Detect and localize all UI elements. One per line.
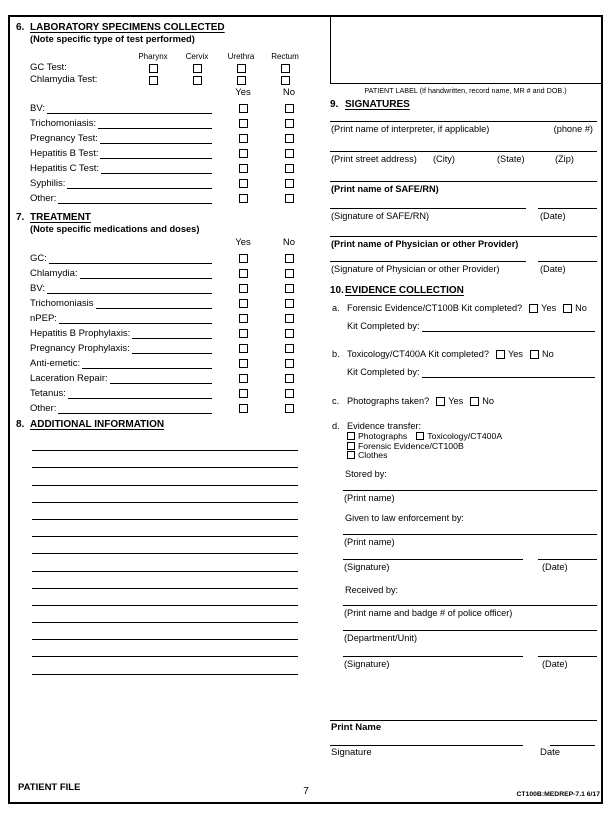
notes-line[interactable]: [32, 520, 298, 537]
write-in-line[interactable]: [132, 338, 212, 339]
provider-print-name-label: (Print name of Physician or other Provider): [331, 239, 519, 249]
section9-title: SIGNATURES: [345, 99, 410, 110]
form-row: [16, 175, 312, 190]
checkbox-cell: [175, 64, 219, 73]
s6-test-rows: [16, 100, 312, 205]
closing-date-line[interactable]: [550, 745, 595, 746]
checkbox-no[interactable]: [285, 389, 294, 398]
form-row: [16, 250, 312, 265]
checkbox-no[interactable]: [285, 119, 294, 128]
kit-completed-by-label: Kit Completed by:: [347, 321, 420, 332]
checkbox-yes[interactable]: [529, 304, 538, 313]
form-row: [16, 280, 312, 295]
checkbox-clothes[interactable]: [347, 451, 355, 459]
interpreter-name-line[interactable]: [330, 121, 597, 122]
section6-subtitle: (Note specific type of test performed): [30, 34, 195, 44]
specimen-site-row: [16, 63, 312, 75]
evidence-transfer-option: [347, 450, 387, 460]
notes-line[interactable]: [32, 623, 298, 640]
yes-checkbox-cell: [220, 374, 266, 383]
no-checkbox-cell: [266, 314, 312, 323]
section8-header: [16, 419, 312, 431]
checkbox-pharynx[interactable]: [149, 76, 158, 85]
stored-by-print-name-line[interactable]: [343, 490, 597, 491]
no-label: No: [482, 396, 494, 406]
no-checkbox-cell: [266, 329, 312, 338]
row-label: Trichomoniasis:: [30, 118, 97, 130]
no-column-header: No: [282, 237, 296, 248]
row-label: GC:: [30, 253, 47, 265]
write-in-line[interactable]: [110, 383, 212, 384]
no-checkbox-cell: [266, 299, 312, 308]
form-row: [16, 310, 312, 325]
yes-label: Yes: [507, 349, 523, 359]
checkbox-yes[interactable]: [496, 350, 505, 359]
section8-number: 8.: [16, 419, 25, 430]
row-label: Syphilis:: [30, 178, 66, 190]
checkbox-yes[interactable]: [239, 389, 248, 398]
yes-checkbox-cell: [220, 329, 266, 338]
row-label: Laceration Repair:: [30, 373, 108, 385]
checkbox-forensic-evidence-ct100b[interactable]: [347, 442, 355, 450]
safe-date-label: (Date): [540, 211, 566, 221]
received-date-line[interactable]: [538, 656, 597, 657]
item-a-kit-completed-row: [347, 320, 595, 332]
right-column: [330, 0, 597, 818]
yes-checkbox-cell: [220, 344, 266, 353]
no-label: No: [541, 349, 554, 359]
yn-header-spacer: [16, 88, 220, 100]
item-a-letter: a.: [332, 303, 340, 313]
section6-header: [16, 22, 312, 34]
write-in-line[interactable]: [101, 173, 212, 174]
yes-checkbox-cell: [220, 284, 266, 293]
checkbox-photographs[interactable]: [347, 432, 355, 440]
checkbox-no[interactable]: [470, 397, 479, 406]
checkbox-no[interactable]: [285, 284, 294, 293]
s7-treatment-rows: [16, 250, 312, 415]
option-label: Photographs: [358, 430, 408, 441]
form-row: [16, 100, 312, 115]
section7-header: [16, 212, 312, 224]
given-print-name-line[interactable]: [343, 534, 597, 535]
yes-checkbox-cell: [220, 254, 266, 263]
no-checkbox-cell: [266, 194, 312, 203]
item-b-yes-group: [496, 349, 523, 360]
state-label: (State): [497, 154, 525, 164]
s7-yes-no-header: [16, 238, 312, 250]
checkbox-no[interactable]: [285, 329, 294, 338]
write-in-line[interactable]: [80, 278, 212, 279]
item-c-question: Photographs taken?: [347, 396, 430, 406]
item-c-letter: c.: [332, 396, 340, 406]
row-label: Tetanus:: [30, 388, 66, 400]
interpreter-label: (Print name of interpreter, if applicable): [331, 124, 490, 134]
notes-line[interactable]: [32, 657, 298, 674]
write-in-line[interactable]: [100, 143, 212, 144]
no-checkbox-cell: [266, 374, 312, 383]
checkbox-cell: [263, 76, 307, 85]
yes-checkbox-cell: [220, 314, 266, 323]
no-checkbox-cell: [266, 269, 312, 278]
yn-header-spacer: [16, 238, 220, 250]
write-in-line[interactable]: [47, 113, 212, 114]
closing-signature-line[interactable]: [330, 745, 523, 746]
item-b-no-group: [530, 349, 554, 360]
item-b-kit-completed-row: [347, 366, 595, 378]
provider-signature-line[interactable]: [330, 261, 526, 262]
row-label: Hepatitis C Test:: [30, 163, 99, 175]
provider-print-name-line[interactable]: [330, 236, 597, 237]
row-label: Chlamydia Test:: [30, 73, 98, 85]
form-row: [16, 265, 312, 280]
closing-print-name-label: Print Name: [331, 722, 382, 733]
row-label: Hepatitis B Test:: [30, 148, 99, 160]
section7-subtitle: (Note specific medications and doses): [30, 224, 200, 234]
row-label: Anti-emetic:: [30, 358, 81, 370]
checkbox-no[interactable]: [285, 104, 294, 113]
write-in-line[interactable]: [68, 398, 212, 399]
write-in-line[interactable]: [98, 128, 212, 129]
form-row: [16, 295, 312, 310]
footer-page-number: 7: [303, 786, 309, 797]
checkbox-yes[interactable]: [239, 404, 248, 413]
yes-checkbox-cell: [220, 119, 266, 128]
checkbox-yes[interactable]: [239, 134, 248, 143]
write-in-line[interactable]: [96, 308, 212, 309]
print-name-label: (Print name): [344, 493, 395, 503]
checkbox-cell: [219, 64, 263, 73]
checkbox-cell: [131, 76, 175, 85]
yes-label: Yes: [541, 303, 557, 313]
checkbox-yes[interactable]: [239, 179, 248, 188]
row-label: BV:: [30, 283, 45, 295]
checkbox-yes[interactable]: [239, 164, 248, 173]
footer-patient-file: PATIENT FILE: [18, 782, 81, 793]
checkbox-urethra[interactable]: [237, 76, 246, 85]
signature-label: (Signature): [344, 659, 390, 669]
no-checkbox-cell: [266, 359, 312, 368]
row-label: nPEP:: [30, 313, 57, 325]
no-checkbox-cell: [266, 284, 312, 293]
item-a-question: Forensic Evidence/CT100B Kit completed?: [347, 303, 523, 313]
form-row: [16, 400, 312, 415]
stored-by-label: Stored by:: [345, 469, 387, 479]
section7-title: TREATMENT: [30, 212, 91, 223]
no-checkbox-cell: [266, 344, 312, 353]
checkbox-no[interactable]: [285, 194, 294, 203]
form-row: [16, 340, 312, 355]
row-label: Pregnancy Prophylaxis:: [30, 343, 130, 355]
notes-line[interactable]: [32, 468, 298, 485]
evidence-transfer-option: [416, 431, 502, 441]
given-to-law-enforcement-label: Given to law enforcement by:: [345, 513, 464, 523]
no-checkbox-cell: [266, 179, 312, 188]
yes-label: Yes: [448, 396, 464, 406]
given-date-line[interactable]: [538, 559, 597, 560]
row-label: Trichomoniasis: [30, 298, 94, 310]
notes-line[interactable]: [32, 572, 298, 589]
form-row: [16, 325, 312, 340]
notes-line[interactable]: [32, 554, 298, 571]
checkbox-yes[interactable]: [239, 344, 248, 353]
section10-title: EVIDENCE COLLECTION: [345, 285, 464, 296]
closing-date-label: Date: [540, 747, 561, 758]
evidence-transfer-option-row: [347, 450, 511, 460]
section-laboratory-specimens: [16, 22, 312, 205]
no-checkbox-cell: [266, 134, 312, 143]
provider-signature-label: (Signature of Physician or other Provider): [331, 264, 500, 274]
form-row: [16, 355, 312, 370]
evidence-item-a: [332, 303, 597, 314]
section6-title: LABORATORY SPECIMENS COLLECTED: [30, 22, 225, 33]
checkbox-no[interactable]: [285, 269, 294, 278]
checkbox-yes[interactable]: [239, 149, 248, 158]
specimen-site-column-header: Urethra: [227, 52, 255, 61]
safe-signature-label: (Signature of SAFE/RN): [331, 211, 430, 221]
item-c-no-group: [470, 396, 494, 407]
section-treatment: [16, 212, 312, 415]
specimen-site-column-header: Pharynx: [138, 52, 168, 61]
kit-completed-by-line[interactable]: [422, 377, 595, 378]
write-in-line[interactable]: [82, 368, 212, 369]
officer-print-name-line[interactable]: [343, 605, 597, 606]
section-additional-information: [16, 419, 312, 675]
checkbox-yes[interactable]: [239, 284, 248, 293]
yes-column-header: Yes: [235, 87, 251, 98]
form-row: [16, 370, 312, 385]
checkbox-cell: [219, 76, 263, 85]
checkbox-yes[interactable]: [239, 194, 248, 203]
checkbox-urethra[interactable]: [237, 64, 246, 73]
row-label: Pregnancy Test:: [30, 133, 98, 145]
checkbox-yes[interactable]: [239, 254, 248, 263]
given-signature-line[interactable]: [343, 559, 523, 560]
checkbox-yes[interactable]: [239, 119, 248, 128]
yes-checkbox-cell: [220, 104, 266, 113]
yes-column-header: Yes: [235, 237, 251, 248]
signature-label: (Signature): [344, 562, 390, 572]
safe-date-line[interactable]: [538, 208, 597, 209]
provider-date-line[interactable]: [538, 261, 597, 262]
row-label: BV:: [30, 103, 45, 115]
evidence-item-c: [332, 396, 597, 407]
yes-checkbox-cell: [220, 404, 266, 413]
no-checkbox-cell: [266, 119, 312, 128]
form-row: [16, 385, 312, 400]
checkbox-no[interactable]: [530, 350, 539, 359]
item-b-question: Toxicology/CT400A Kit completed?: [347, 349, 489, 359]
evidence-item-b: [332, 349, 597, 360]
yes-checkbox-cell: [220, 389, 266, 398]
print-name-label: (Print name): [344, 537, 395, 547]
kit-completed-by-line[interactable]: [422, 331, 595, 332]
notes-line[interactable]: [32, 503, 298, 520]
row-label: Other:: [30, 193, 57, 205]
safe-signature-line[interactable]: [330, 208, 526, 209]
checkbox-yes[interactable]: [239, 104, 248, 113]
write-in-line[interactable]: [58, 203, 212, 204]
option-label: Toxicology/CT400A: [427, 430, 503, 441]
no-checkbox-cell: [266, 104, 312, 113]
date-label: (Date): [542, 562, 568, 572]
item-d-label: Evidence transfer:: [347, 421, 422, 431]
street-address-label: (Print street address): [331, 154, 417, 164]
yes-checkbox-cell: [220, 164, 266, 173]
additional-information-lines: [16, 434, 312, 675]
row-label: Other:: [30, 403, 57, 415]
checkbox-yes[interactable]: [436, 397, 445, 406]
zip-label: (Zip): [555, 154, 574, 164]
notes-line[interactable]: [32, 606, 298, 623]
section8-title: ADDITIONAL INFORMATION: [30, 419, 165, 430]
checkbox-yes[interactable]: [239, 374, 248, 383]
notes-line[interactable]: [32, 451, 298, 468]
received-by-label: Received by:: [345, 585, 399, 595]
notes-line[interactable]: [32, 640, 298, 657]
yes-checkbox-cell: [220, 269, 266, 278]
write-in-line[interactable]: [47, 293, 212, 294]
form-row: [16, 190, 312, 205]
specimen-site-column-header: Cervix: [185, 52, 209, 61]
checkbox-no[interactable]: [285, 359, 294, 368]
row-label: Chlamydia:: [30, 268, 78, 280]
phone-label: (phone #): [553, 124, 593, 134]
option-label: Clothes: [358, 450, 388, 461]
footer-form-code: CT100B:MEDREP-7.1 6/17: [516, 791, 600, 798]
item-b-letter: b.: [332, 349, 340, 359]
item-d-letter: d.: [332, 421, 340, 431]
checkbox-no[interactable]: [285, 374, 294, 383]
date-label: (Date): [542, 659, 568, 669]
checkbox-no[interactable]: [563, 304, 572, 313]
yes-checkbox-cell: [220, 149, 266, 158]
write-in-line[interactable]: [132, 353, 212, 354]
section6-number: 6.: [16, 22, 25, 33]
evidence-transfer-option-row: [347, 431, 511, 441]
s6-yes-no-header: [16, 88, 312, 100]
checkbox-yes[interactable]: [239, 314, 248, 323]
checkbox-cell: [263, 64, 307, 73]
item-a-yes-group: [529, 303, 556, 314]
patient-label-caption: PATIENT LABEL (If handwritten, record name, MR # and DOB.): [364, 86, 567, 95]
checkbox-no[interactable]: [285, 254, 294, 263]
checkbox-yes[interactable]: [239, 299, 248, 308]
city-label: (City): [433, 154, 455, 164]
checkbox-yes[interactable]: [239, 329, 248, 338]
checkbox-toxicology-ct400a[interactable]: [416, 432, 424, 440]
department-line[interactable]: [343, 630, 597, 631]
checkbox-no[interactable]: [285, 404, 294, 413]
evidence-transfer-option: [347, 441, 464, 451]
provider-date-label: (Date): [540, 264, 566, 274]
evidence-transfer-options: [347, 431, 511, 460]
notes-line[interactable]: [32, 486, 298, 503]
section7-number: 7.: [16, 212, 25, 223]
checkbox-no[interactable]: [285, 164, 294, 173]
checkbox-cell: [175, 76, 219, 85]
officer-label: (Print name and badge # of police officer): [344, 608, 513, 618]
form-row: [16, 145, 312, 160]
checkbox-no[interactable]: [285, 149, 294, 158]
closing-signature-label: Signature: [331, 747, 372, 758]
notes-line[interactable]: [32, 589, 298, 606]
row-label: Hepatitis B Prophylaxis:: [30, 328, 131, 340]
option-label: Forensic Evidence/CT100B: [358, 440, 464, 451]
checkbox-yes[interactable]: [239, 269, 248, 278]
closing-print-name-line[interactable]: [330, 720, 597, 721]
write-in-line[interactable]: [58, 413, 212, 414]
checkbox-no[interactable]: [285, 179, 294, 188]
section10-header: [330, 285, 464, 297]
checkbox-no[interactable]: [285, 314, 294, 323]
checkbox-yes[interactable]: [239, 359, 248, 368]
specimen-site-rows: [16, 63, 312, 86]
checkbox-cervix[interactable]: [193, 64, 202, 73]
yes-checkbox-cell: [220, 194, 266, 203]
form-row: [16, 130, 312, 145]
yes-checkbox-cell: [220, 299, 266, 308]
section9-number: 9.: [330, 99, 339, 110]
specimen-site-row: [16, 75, 312, 87]
write-in-line[interactable]: [100, 158, 212, 159]
form-row: [16, 160, 312, 175]
safe-print-name-line[interactable]: [330, 181, 597, 182]
no-label: No: [575, 303, 587, 313]
no-checkbox-cell: [266, 404, 312, 413]
kit-completed-by-label: Kit Completed by:: [347, 367, 420, 378]
specimen-site-column-header: Rectum: [271, 52, 299, 61]
checkbox-no[interactable]: [285, 134, 294, 143]
checkbox-no[interactable]: [285, 299, 294, 308]
checkbox-rectum[interactable]: [281, 76, 290, 85]
no-column-header: No: [282, 87, 296, 98]
checkbox-cell: [131, 64, 175, 73]
write-in-line[interactable]: [59, 323, 212, 324]
yes-checkbox-cell: [220, 359, 266, 368]
no-checkbox-cell: [266, 164, 312, 173]
evidence-transfer-option: [347, 431, 407, 441]
yes-checkbox-cell: [220, 179, 266, 188]
evidence-transfer-option-row: [347, 441, 511, 451]
write-in-line[interactable]: [67, 188, 212, 189]
no-checkbox-cell: [266, 254, 312, 263]
checkbox-no[interactable]: [285, 344, 294, 353]
section9-header: [330, 99, 410, 111]
checkbox-rectum[interactable]: [281, 64, 290, 73]
checkbox-pharynx[interactable]: [149, 64, 158, 73]
section10-number: 10.: [330, 285, 344, 296]
write-in-line[interactable]: [49, 263, 212, 264]
yes-checkbox-cell: [220, 134, 266, 143]
received-signature-line[interactable]: [343, 656, 523, 657]
no-checkbox-cell: [266, 389, 312, 398]
address-line[interactable]: [330, 151, 597, 152]
safe-print-name-label: (Print name of SAFE/RN): [331, 184, 439, 194]
form-row: [16, 115, 312, 130]
notes-line[interactable]: [32, 434, 298, 451]
checkbox-cervix[interactable]: [193, 76, 202, 85]
department-label: (Department/Unit): [344, 633, 418, 643]
no-checkbox-cell: [266, 149, 312, 158]
row-label: GC Test:: [30, 62, 67, 74]
item-c-yes-group: [436, 396, 463, 407]
item-a-no-group: [563, 303, 587, 314]
notes-line[interactable]: [32, 537, 298, 554]
